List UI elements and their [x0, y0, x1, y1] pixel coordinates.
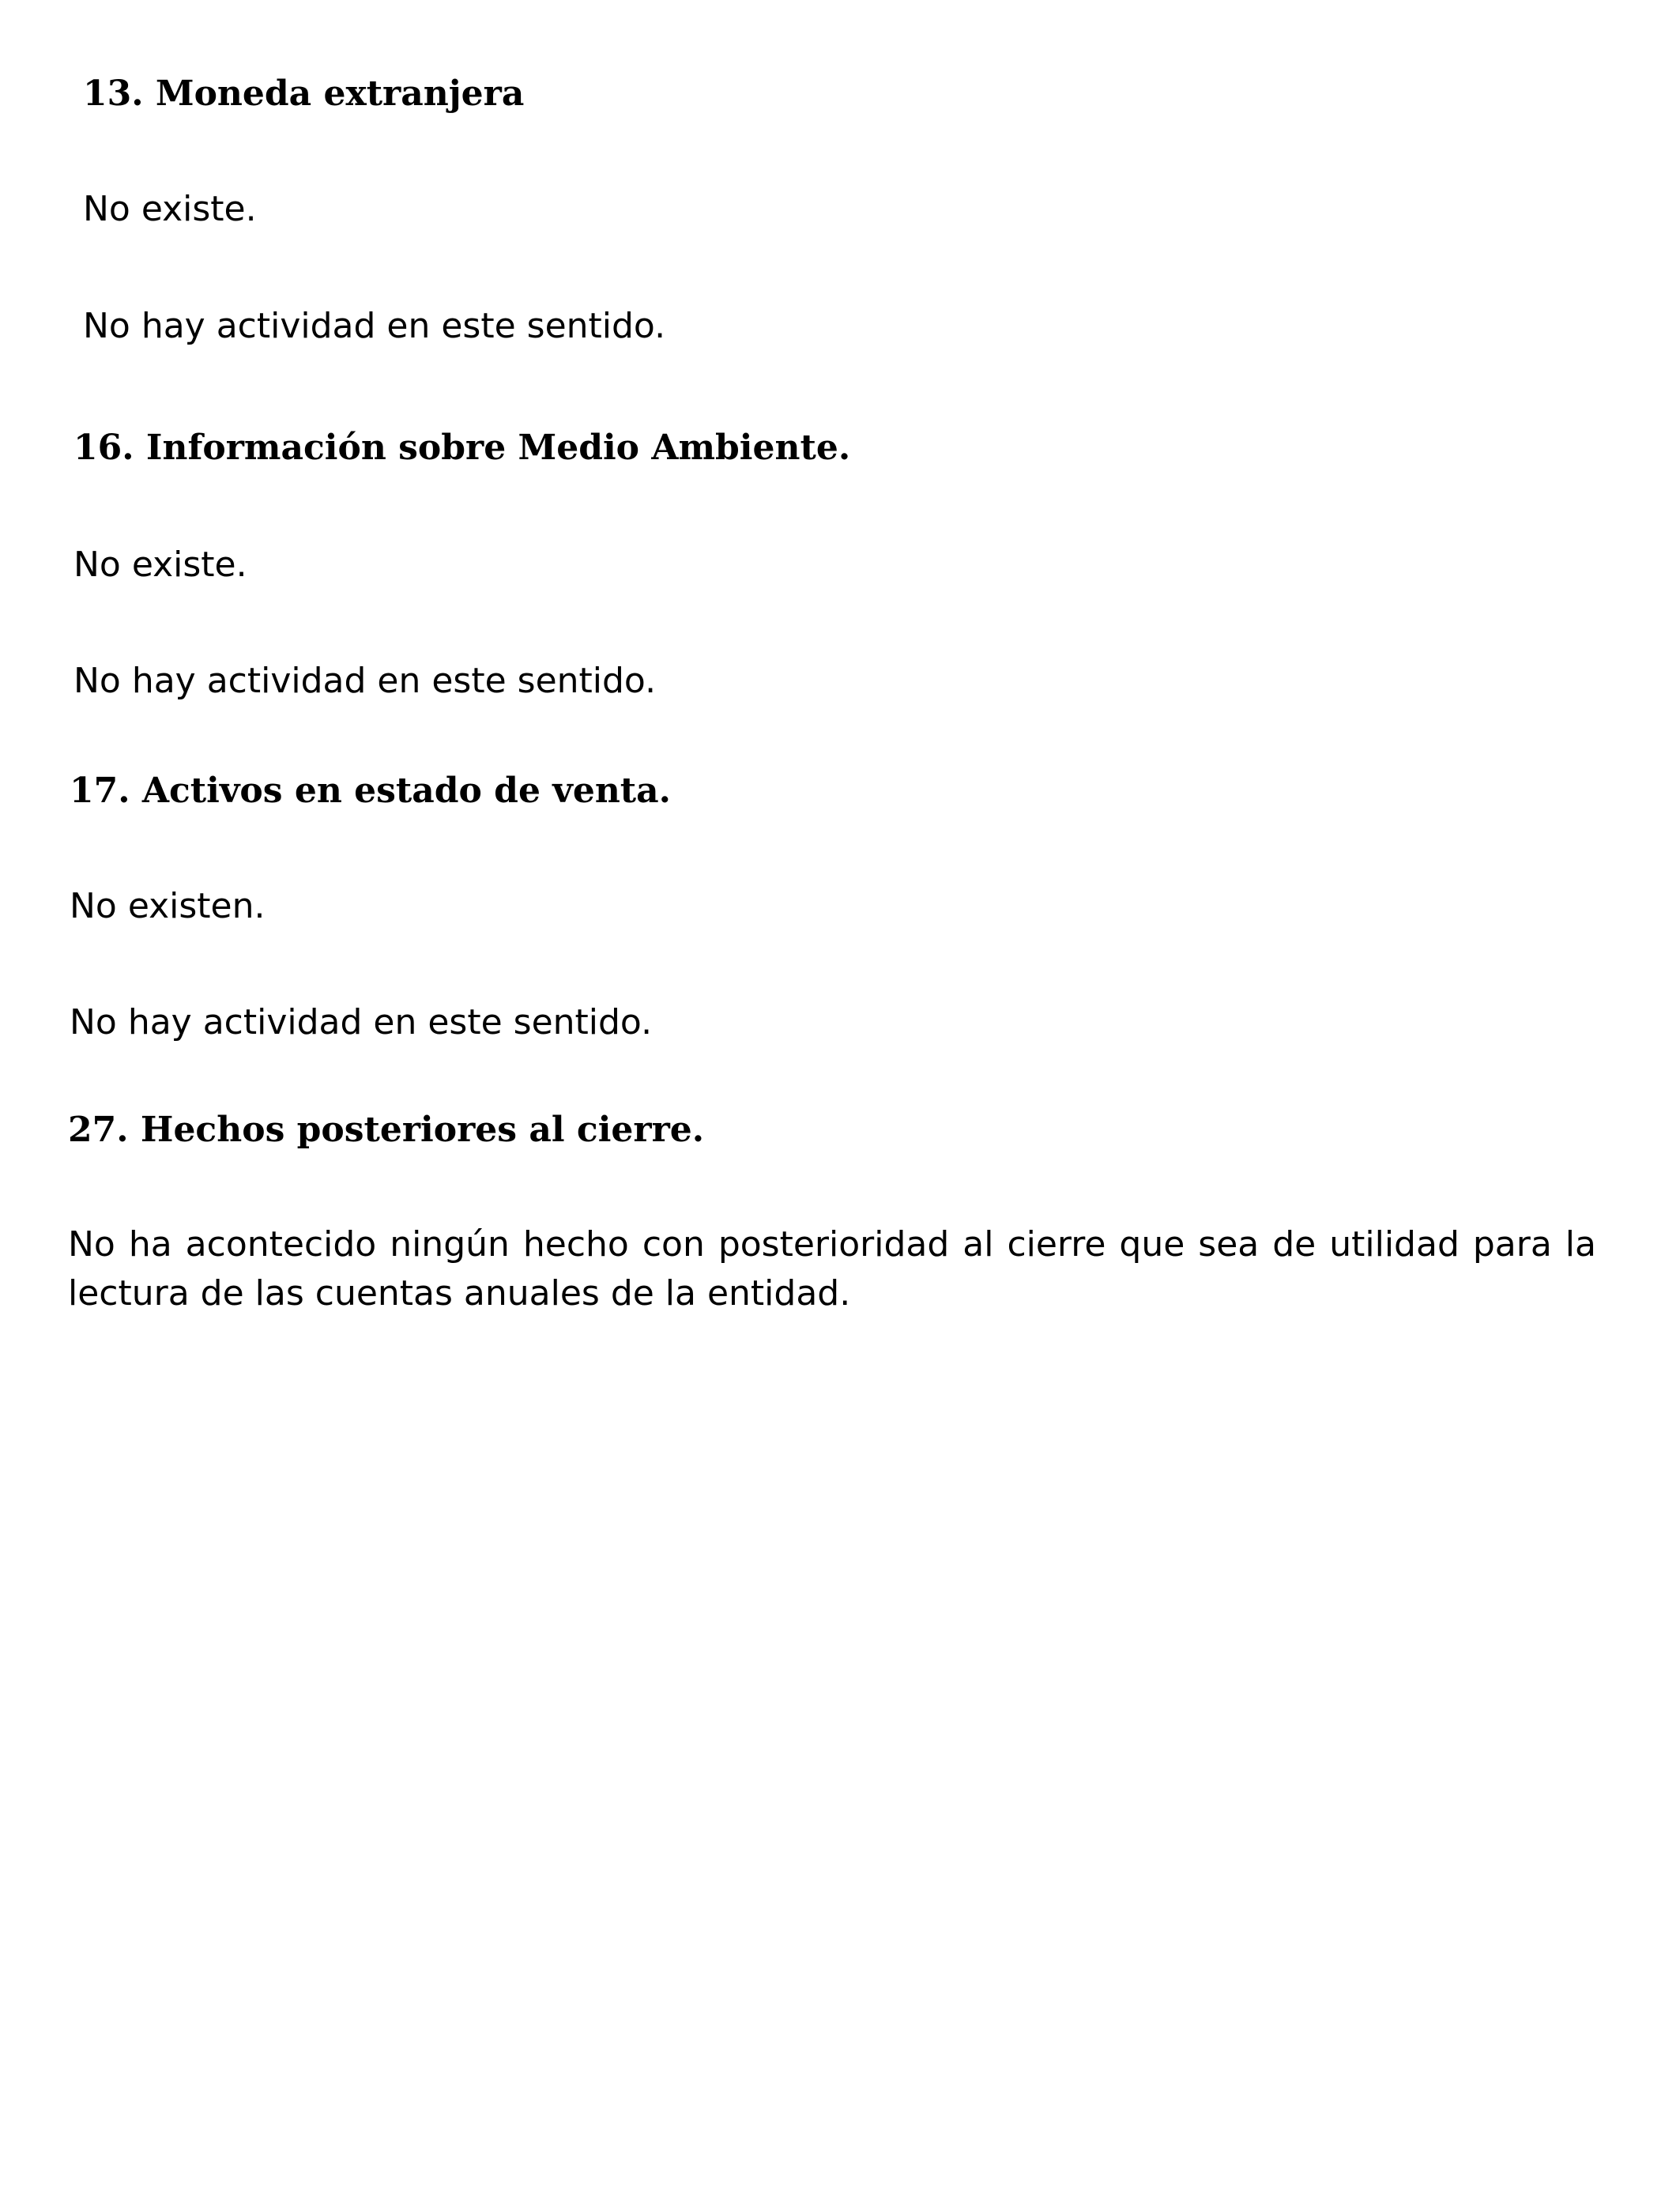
section-heading-27: 27. Hechos posteriores al cierre.: [68, 1110, 705, 1150]
section-16-line-1: No existe.: [73, 545, 247, 585]
section-17-line-1: No existen.: [70, 886, 266, 926]
section-heading-16: 16. Información sobre Medio Ambiente.: [73, 428, 851, 468]
section-27-paragraph: No ha acontecido ningún hecho con posterioridad al cierre que sea de utilidad para la lectura de las cuentas anuales de la entidad.: [68, 1224, 1596, 1314]
section-heading-17: 17. Activos en estado de venta.: [70, 771, 671, 811]
section-13-line-1: No existe.: [83, 189, 257, 229]
section-heading-13: 13. Moneda extranjera: [83, 74, 525, 114]
section-16-line-2: No hay actividad en este sentido.: [73, 661, 657, 701]
section-13-line-2: No hay actividad en este sentido.: [83, 306, 666, 346]
section-17-line-2: No hay actividad en este sentido.: [70, 1002, 653, 1042]
